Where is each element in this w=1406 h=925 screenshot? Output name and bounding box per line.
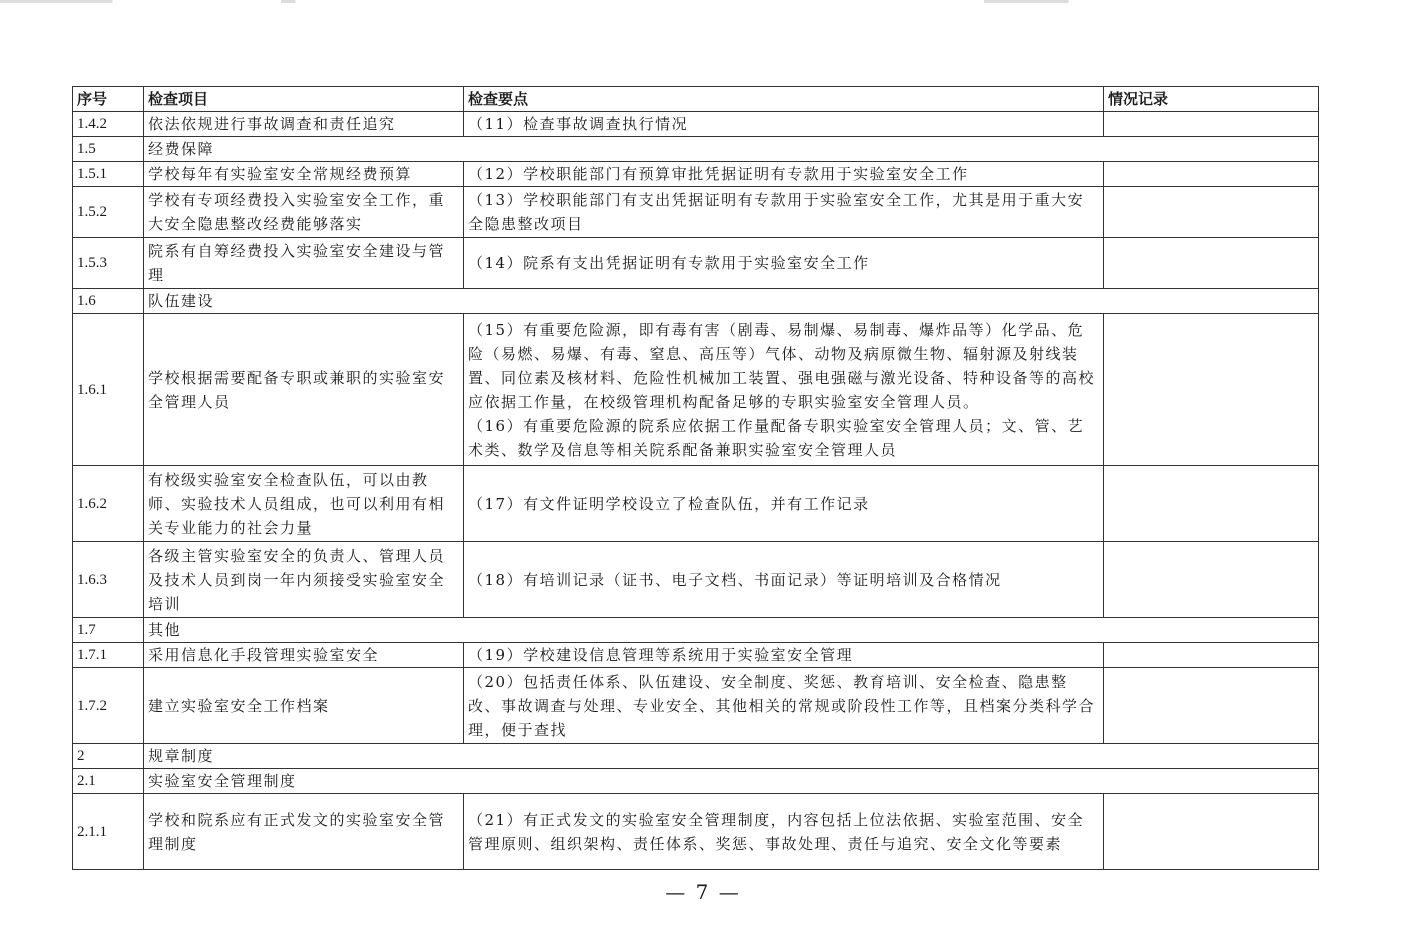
row-points: （18）有培训记录（证书、电子文档、书面记录）等证明培训及合格情况 <box>464 542 1104 618</box>
row-record <box>1104 314 1319 466</box>
row-no: 1.7.2 <box>73 668 144 744</box>
section-row <box>73 769 1319 794</box>
row-points: （21）有正式发文的实验室安全管理制度，内容包括上位法依据、实验室范围、安全管理原则、组织架构、责任体系、奖惩、事故处理、责任与追究、安全文化等要素 <box>464 794 1104 870</box>
row-no: 1.6.1 <box>73 314 144 466</box>
row-no: 1.5.2 <box>73 187 144 238</box>
row-item: 各级主管实验室安全的负责人、管理人员及技术人员到岗一年内须接受实验室安全培训 <box>144 542 464 618</box>
row-no: 1.6.2 <box>73 466 144 542</box>
section-row <box>73 618 1319 643</box>
row-points: （13）学校职能部门有支出凭据证明有专款用于实验室安全工作，尤其是用于重大安全隐患整改项目 <box>464 187 1104 238</box>
row-points: （20）包括责任体系、队伍建设、安全制度、奖惩、教育培训、安全检查、隐患整改、事故调查与处理、专业安全、其他相关的常规或阶段性工作等，且档案分类科学合理，便于查找 <box>464 668 1104 744</box>
row-no: 1.5.1 <box>73 162 144 187</box>
table-row <box>73 162 1319 187</box>
section-no: 1.6 <box>73 289 144 314</box>
header-no: 序号 <box>73 87 144 112</box>
header-item: 检查项目 <box>144 87 464 112</box>
row-no: 1.5.3 <box>73 238 144 289</box>
row-no: 2.1.1 <box>73 794 144 870</box>
section-title: 经费保障 <box>144 137 1319 162</box>
section-no: 2 <box>73 744 144 769</box>
inspection-checklist-table <box>72 86 1319 870</box>
table-row <box>73 466 1319 542</box>
row-item: 学校每年有实验室安全常规经费预算 <box>144 162 464 187</box>
row-record <box>1104 542 1319 618</box>
row-item: 依法依规进行事故调查和责任追究 <box>144 112 464 137</box>
row-points: （12）学校职能部门有预算审批凭据证明有专款用于实验室安全工作 <box>464 162 1104 187</box>
scan-top-edge <box>0 0 1406 3</box>
row-record <box>1104 162 1319 187</box>
row-item: 院系有自筹经费投入实验室安全建设与管理 <box>144 238 464 289</box>
section-no: 1.5 <box>73 137 144 162</box>
table-row <box>73 187 1319 238</box>
row-item: 采用信息化手段管理实验室安全 <box>144 643 464 668</box>
row-record <box>1104 238 1319 289</box>
section-no: 2.1 <box>73 769 144 794</box>
table-row <box>73 238 1319 289</box>
section-row <box>73 289 1319 314</box>
row-points-part-1: （15）有重要危险源，即有毒有害（剧毒、易制爆、易制毒、爆炸品等）化学品、危险（易燃、易爆、有毒、窒息、高压等）气体、动物及病原微生物、辐射源及射线装置、同位素及核材料、危险性机械加工装置、强电强磁与激光设备、特种设备等的高校应依据工作量，在校级管理机构配备足够的专职实验室安全管理人员。 <box>468 320 1096 411</box>
page-number: — 7 — <box>665 880 741 904</box>
section-row <box>73 744 1319 769</box>
table-row <box>73 643 1319 668</box>
row-points-part-2: （16）有重要危险源的院系应依据工作量配备专职实验室安全管理人员；文、管、艺术类、数学及信息等相关院系配备兼职实验室安全管理人员 <box>468 416 1085 459</box>
row-item: 建立实验室安全工作档案 <box>144 668 464 744</box>
section-title: 队伍建设 <box>144 289 1319 314</box>
row-item: 学校根据需要配备专职或兼职的实验室安全管理人员 <box>144 314 464 466</box>
section-title: 规章制度 <box>144 744 1319 769</box>
section-title: 实验室安全管理制度 <box>144 769 1319 794</box>
table-header-row <box>73 87 1319 112</box>
row-record <box>1104 187 1319 238</box>
row-points: （14）院系有支出凭据证明有专款用于实验室安全工作 <box>464 238 1104 289</box>
row-item: 学校有专项经费投入实验室安全工作，重大安全隐患整改经费能够落实 <box>144 187 464 238</box>
row-no: 1.7.1 <box>73 643 144 668</box>
row-points: （19）学校建设信息管理等系统用于实验室安全管理 <box>464 643 1104 668</box>
table-row <box>73 794 1319 870</box>
row-record <box>1104 643 1319 668</box>
table-row <box>73 314 1319 466</box>
row-record <box>1104 794 1319 870</box>
section-no: 1.7 <box>73 618 144 643</box>
row-points: （17）有文件证明学校设立了检查队伍，并有工作记录 <box>464 466 1104 542</box>
section-row <box>73 137 1319 162</box>
table-row <box>73 542 1319 618</box>
row-points: （11）检查事故调查执行情况 <box>464 112 1104 137</box>
section-title: 其他 <box>144 618 1319 643</box>
row-no: 1.4.2 <box>73 112 144 137</box>
header-record: 情况记录 <box>1104 87 1319 112</box>
table-row <box>73 112 1319 137</box>
row-record <box>1104 668 1319 744</box>
table-row <box>73 668 1319 744</box>
row-item: 有校级实验室安全检查队伍，可以由教师、实验技术人员组成，也可以利用有相关专业能力的社会力量 <box>144 466 464 542</box>
header-points: 检查要点 <box>464 87 1104 112</box>
row-record <box>1104 112 1319 137</box>
row-points <box>464 314 1104 466</box>
row-item: 学校和院系应有正式发文的实验室安全管理制度 <box>144 794 464 870</box>
row-record <box>1104 466 1319 542</box>
row-no: 1.6.3 <box>73 542 144 618</box>
